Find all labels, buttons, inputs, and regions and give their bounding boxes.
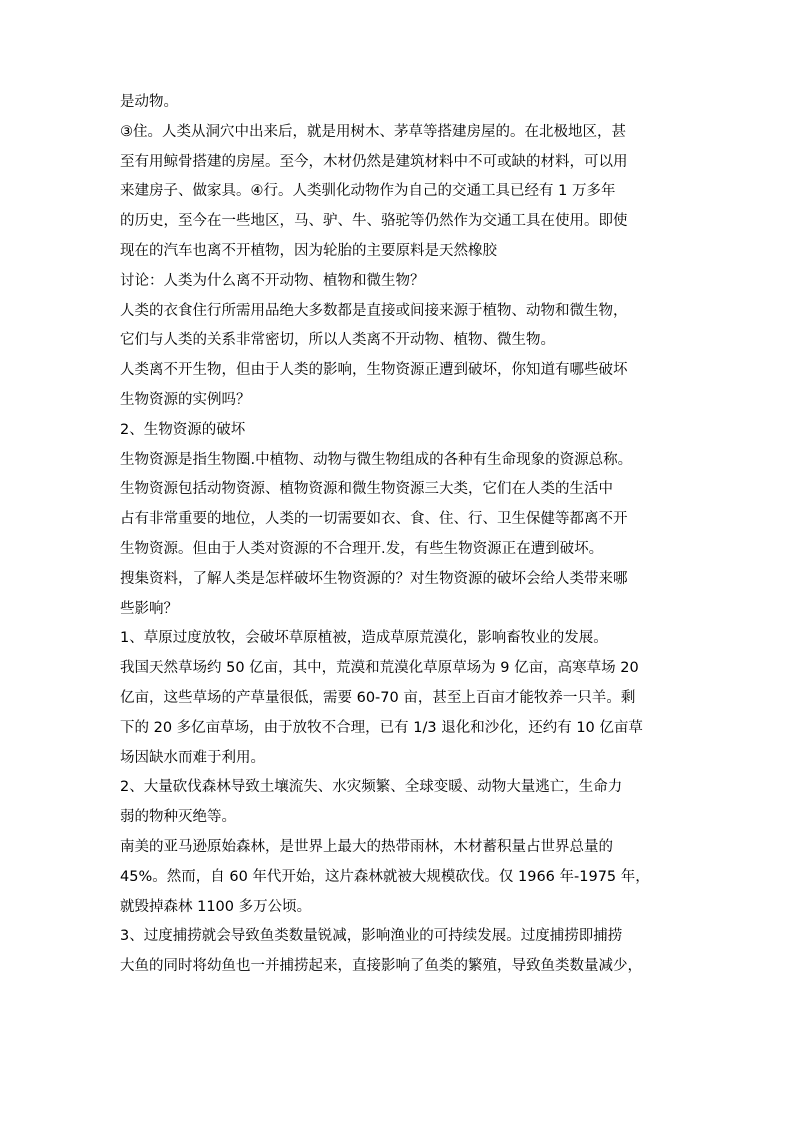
text-line: 就毁掉森林 1100 多万公顷。 <box>120 898 312 915</box>
text-line: ③住。人类从洞穴中出来后，就是用树木、茅草等搭建房屋的。在北极地区，甚 <box>120 123 626 140</box>
section-heading: 2、生物资源的破坏 <box>120 421 246 438</box>
text-line: 1、草原过度放牧，会破坏草原植被，造成草原荒漠化，影响畜牧业的发展。 <box>120 630 608 647</box>
text-line: 弱的物种灭绝等。 <box>120 809 236 826</box>
text-line: 讨论：人类为什么离不开动物、植物和微生物？ <box>120 272 425 289</box>
text-line: 的历史，至今在一些地区，马、驴、牛、骆驼等仍然作为交通工具在使用。即使 <box>120 213 628 230</box>
text-line: 下的 20 多亿亩草场，由于放牧不合理，已有 1/3 退化和沙化，还约有 10 亿亩草 <box>120 719 643 736</box>
text-line: 南美的亚马逊原始森林，是世界上最大的热带雨林，木材蓄积量占世界总量的 <box>120 838 613 855</box>
text-line: 生物资源的实例吗？ <box>120 391 251 408</box>
document-page <box>120 88 680 982</box>
text-line: 生物资源。但由于人类对资源的不合理开.发，有些生物资源正在遭到破坏。 <box>120 540 604 557</box>
text-line: 占有非常重要的地位，人类的一切需要如衣、食、住、行、卫生保健等都离不开 <box>120 511 628 528</box>
text-line: 人类的衣食住行所需用品绝大多数都是直接或间接来源于植物、动物和微生物， <box>120 302 628 319</box>
text-line: 现在的汽车也离不开植物，因为轮胎的主要原料是天然橡胶 <box>120 242 497 259</box>
text-line: 搜集资料，了解人类是怎样破坏生物资源的？对生物资源的破坏会给人类带来哪 <box>120 570 628 587</box>
text-line: 大鱼的同时将幼鱼也一并捕捞起来，直接影响了鱼类的繁殖，导致鱼类数量减少， <box>120 958 642 975</box>
text-line: 生物资源包括动物资源、植物资源和微生物资源三大类，它们在人类的生活中 <box>120 481 613 498</box>
text-line: 45%。然而，自 60 年代开始，这片森林就被大规模砍伐。仅 1966 年-1975 年， <box>120 868 650 885</box>
text-line: 来建房子、做家具。④行。人类驯化动物作为自己的交通工具已经有 1 万多年 <box>120 183 616 200</box>
text-line: 人类离不开生物，但由于人类的影响，生物资源正遭到破坏，你知道有哪些破坏 <box>120 362 628 379</box>
text-line: 它们与人类的关系非常密切，所以人类离不开动物、植物、微生物。 <box>120 332 555 349</box>
text-line: 至有用鲸骨搭建的房屋。至今，木材仍然是建筑材料中不可或缺的材料，可以用 <box>120 153 628 170</box>
text-line: 些影响？ <box>120 600 178 617</box>
text-line: 生物资源是指生物圈.中植物、动物与微生物组成的各种有生命现象的资源总称。 <box>120 451 633 468</box>
text-line: 我国天然草场约 50 亿亩，其中，荒漠和荒漠化草原草场为 9 亿亩，高寒草场 20 <box>120 660 639 677</box>
text-line: 是动物。 <box>120 94 178 110</box>
text-line: 3、过度捕捞就会导致鱼类数量锐减，影响渔业的可持续发展。过度捕捞即捕捞 <box>120 928 623 945</box>
text-line: 场因缺水而难于利用。 <box>120 749 265 766</box>
text-line: 亿亩，这些草场的产草量很低，需要 60-70 亩，甚至上百亩才能牧养一只羊。剩 <box>120 689 636 706</box>
text-line: 2、大量砍伐森林导致土壤流失、水灾频繁、全球变暖、动物大量逃亡，生命力 <box>120 779 623 796</box>
